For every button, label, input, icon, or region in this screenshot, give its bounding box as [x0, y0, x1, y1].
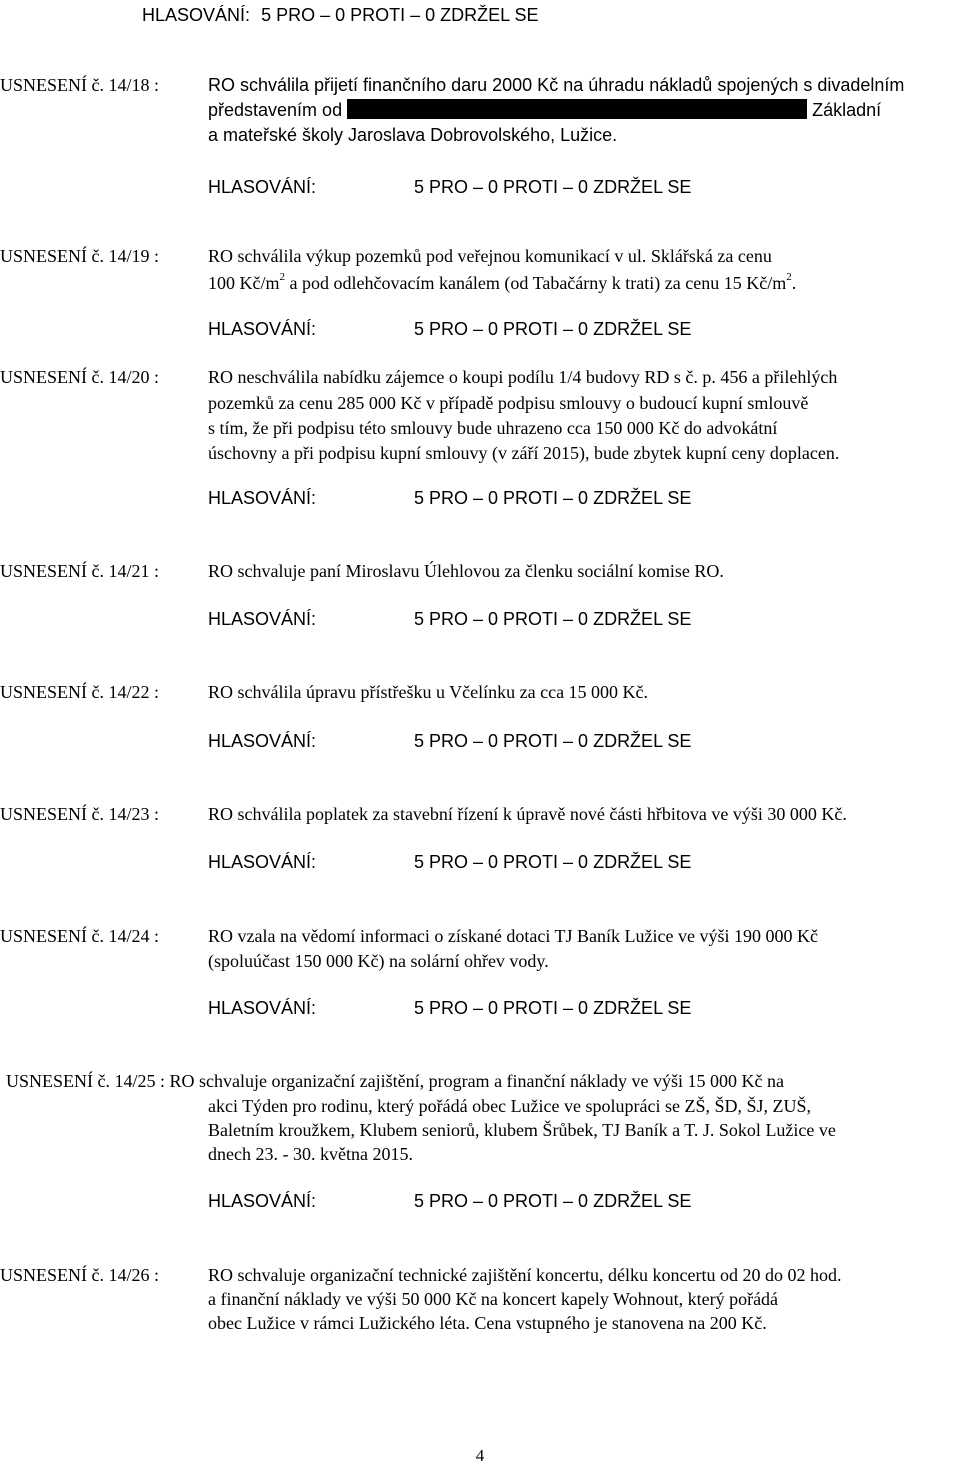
resolution-text-14-18-line1: RO schválila přijetí finančního daru 2000 Kč na úhradu nákladů spojených s divadelním [208, 75, 905, 95]
resolution-label-14-26: USNESENÍ č. 14/26 : [0, 1265, 159, 1285]
vote-label: HLASOVÁNÍ: [208, 852, 317, 872]
resolution-text-line: RO schvaluje organizační technické zajištění koncertu, délku koncertu od 20 do 02 hod. [208, 1265, 842, 1285]
vote-label: HLASOVÁNÍ: [208, 319, 317, 339]
resolution-label-14-20: USNESENÍ č. 14/20 : [0, 367, 159, 387]
resolution-label-14-25: USNESENÍ č. 14/25 : [6, 1071, 165, 1091]
vote-label: HLASOVÁNÍ: [208, 731, 317, 751]
vote-label: HLASOVÁNÍ: [208, 1191, 317, 1211]
resolution-text-line: dnech 23. - 30. května 2015. [208, 1144, 413, 1164]
resolution-text-line: obec Lužice v rámci Lužického léta. Cena vstupného je stanovena na 200 Kč. [208, 1313, 767, 1333]
vote-label: HLASOVÁNÍ: [142, 5, 251, 25]
vote-label: HLASOVÁNÍ: [208, 488, 317, 508]
resolution-text-line: úschovny a při podpisu kupní smlouvy (v září 2015), bude zbytek kupní ceny doplacen. [208, 443, 840, 463]
resolution-text-line: Baletním kroužkem, Klubem seniorů, klubem Šrůbek, TJ Baník a T. J. Sokol Lužice ve [208, 1120, 836, 1140]
vote-result: 5 PRO – 0 PROTI – 0 ZDRŽEL SE [414, 488, 692, 508]
resolution-label-14-23: USNESENÍ č. 14/23 : [0, 804, 159, 824]
resolution-label-14-24: USNESENÍ č. 14/24 : [0, 926, 159, 946]
page-number: 4 [475, 1446, 485, 1465]
resolution-text-line: RO neschválila nabídku zájemce o koupi podílu 1/4 budovy RD s č. p. 456 a přilehlých [208, 367, 838, 387]
vote-result: 5 PRO – 0 PROTI – 0 ZDRŽEL SE [414, 319, 692, 339]
redaction-bar [347, 99, 807, 119]
vote-label: HLASOVÁNÍ: [208, 609, 317, 629]
resolution-text-14-18-line2: představením od Základní [208, 100, 882, 120]
resolution-text-line: akci Týden pro rodinu, který pořádá obec Lužice ve spolupráci se ZŠ, ŠD, ŠJ, ZUŠ, [208, 1096, 812, 1116]
resolution-text-line: RO schvaluje organizační zajištění, program a finanční náklady ve výši 15 000 Kč na [169, 1071, 784, 1091]
resolution-label-14-21: USNESENÍ č. 14/21 : [0, 561, 159, 581]
resolution-text-line: s tím, že při podpisu této smlouvy bude uhrazeno cca 150 000 Kč do advokátní [208, 418, 778, 438]
vote-result: 5 PRO – 0 PROTI – 0 ZDRŽEL SE [414, 1191, 692, 1211]
resolution-14-25-first-line [6, 1069, 784, 1093]
vote-result: 5 PRO – 0 PROTI – 0 ZDRŽEL SE [414, 731, 692, 751]
resolution-label-14-19: USNESENÍ č. 14/19 : [0, 246, 159, 266]
resolution-text-line: a finanční náklady ve výši 50 000 Kč na koncert kapely Wohnout, který pořádá [208, 1289, 779, 1309]
resolution-text-14-18-line3: a mateřské školy Jaroslava Dobrovolského, Lužice. [208, 125, 618, 145]
vote-result: 5 PRO – 0 PROTI – 0 ZDRŽEL SE [414, 852, 692, 872]
resolution-text-line: RO vzala na vědomí informaci o získané dotaci TJ Baník Lužice ve výši 190 000 Kč [208, 926, 818, 946]
resolution-text-14-19-line1: RO schválila výkup pozemků pod veřejnou komunikací v ul. Sklářská za cenu [208, 246, 772, 266]
resolution-label-14-22: USNESENÍ č. 14/22 : [0, 682, 159, 702]
vote-result: 5 PRO – 0 PROTI – 0 ZDRŽEL SE [414, 177, 692, 197]
vote-line-top [142, 3, 538, 27]
resolution-label-14-18: USNESENÍ č. 14/18 : [0, 75, 159, 95]
vote-label: HLASOVÁNÍ: [208, 177, 317, 197]
resolution-text-14-19-line2: 100 $Kč/m^2$ a pod odlehčovacím kanálem (od Tabačárny k trati) za cenu 15 $Kč/m^2$. [208, 271, 797, 293]
vote-result: 5 PRO – 0 PROTI – 0 ZDRŽEL SE [414, 609, 692, 629]
resolution-text-line: RO schválila úpravu přístřešku u Včelínku za cca 15 000 Kč. [208, 682, 649, 702]
resolution-text-line: (spoluúčast 150 000 Kč) na solární ohřev vody. [208, 951, 549, 971]
resolution-text-line: RO schválila poplatek za stavební řízení k úpravě nové části hřbitova ve výši 30 000 Kč. [208, 804, 847, 824]
resolution-text-line: pozemků za cenu 285 000 Kč v případě podpisu smlouvy o budoucí kupní smlouvě [208, 393, 809, 413]
vote-result: 5 PRO – 0 PROTI – 0 ZDRŽEL SE [414, 998, 692, 1018]
vote-result: 5 PRO – 0 PROTI – 0 ZDRŽEL SE [261, 5, 539, 25]
vote-label: HLASOVÁNÍ: [208, 998, 317, 1018]
resolution-text-line: RO schvaluje paní Miroslavu Úlehlovou za členku sociální komise RO. [208, 561, 724, 581]
